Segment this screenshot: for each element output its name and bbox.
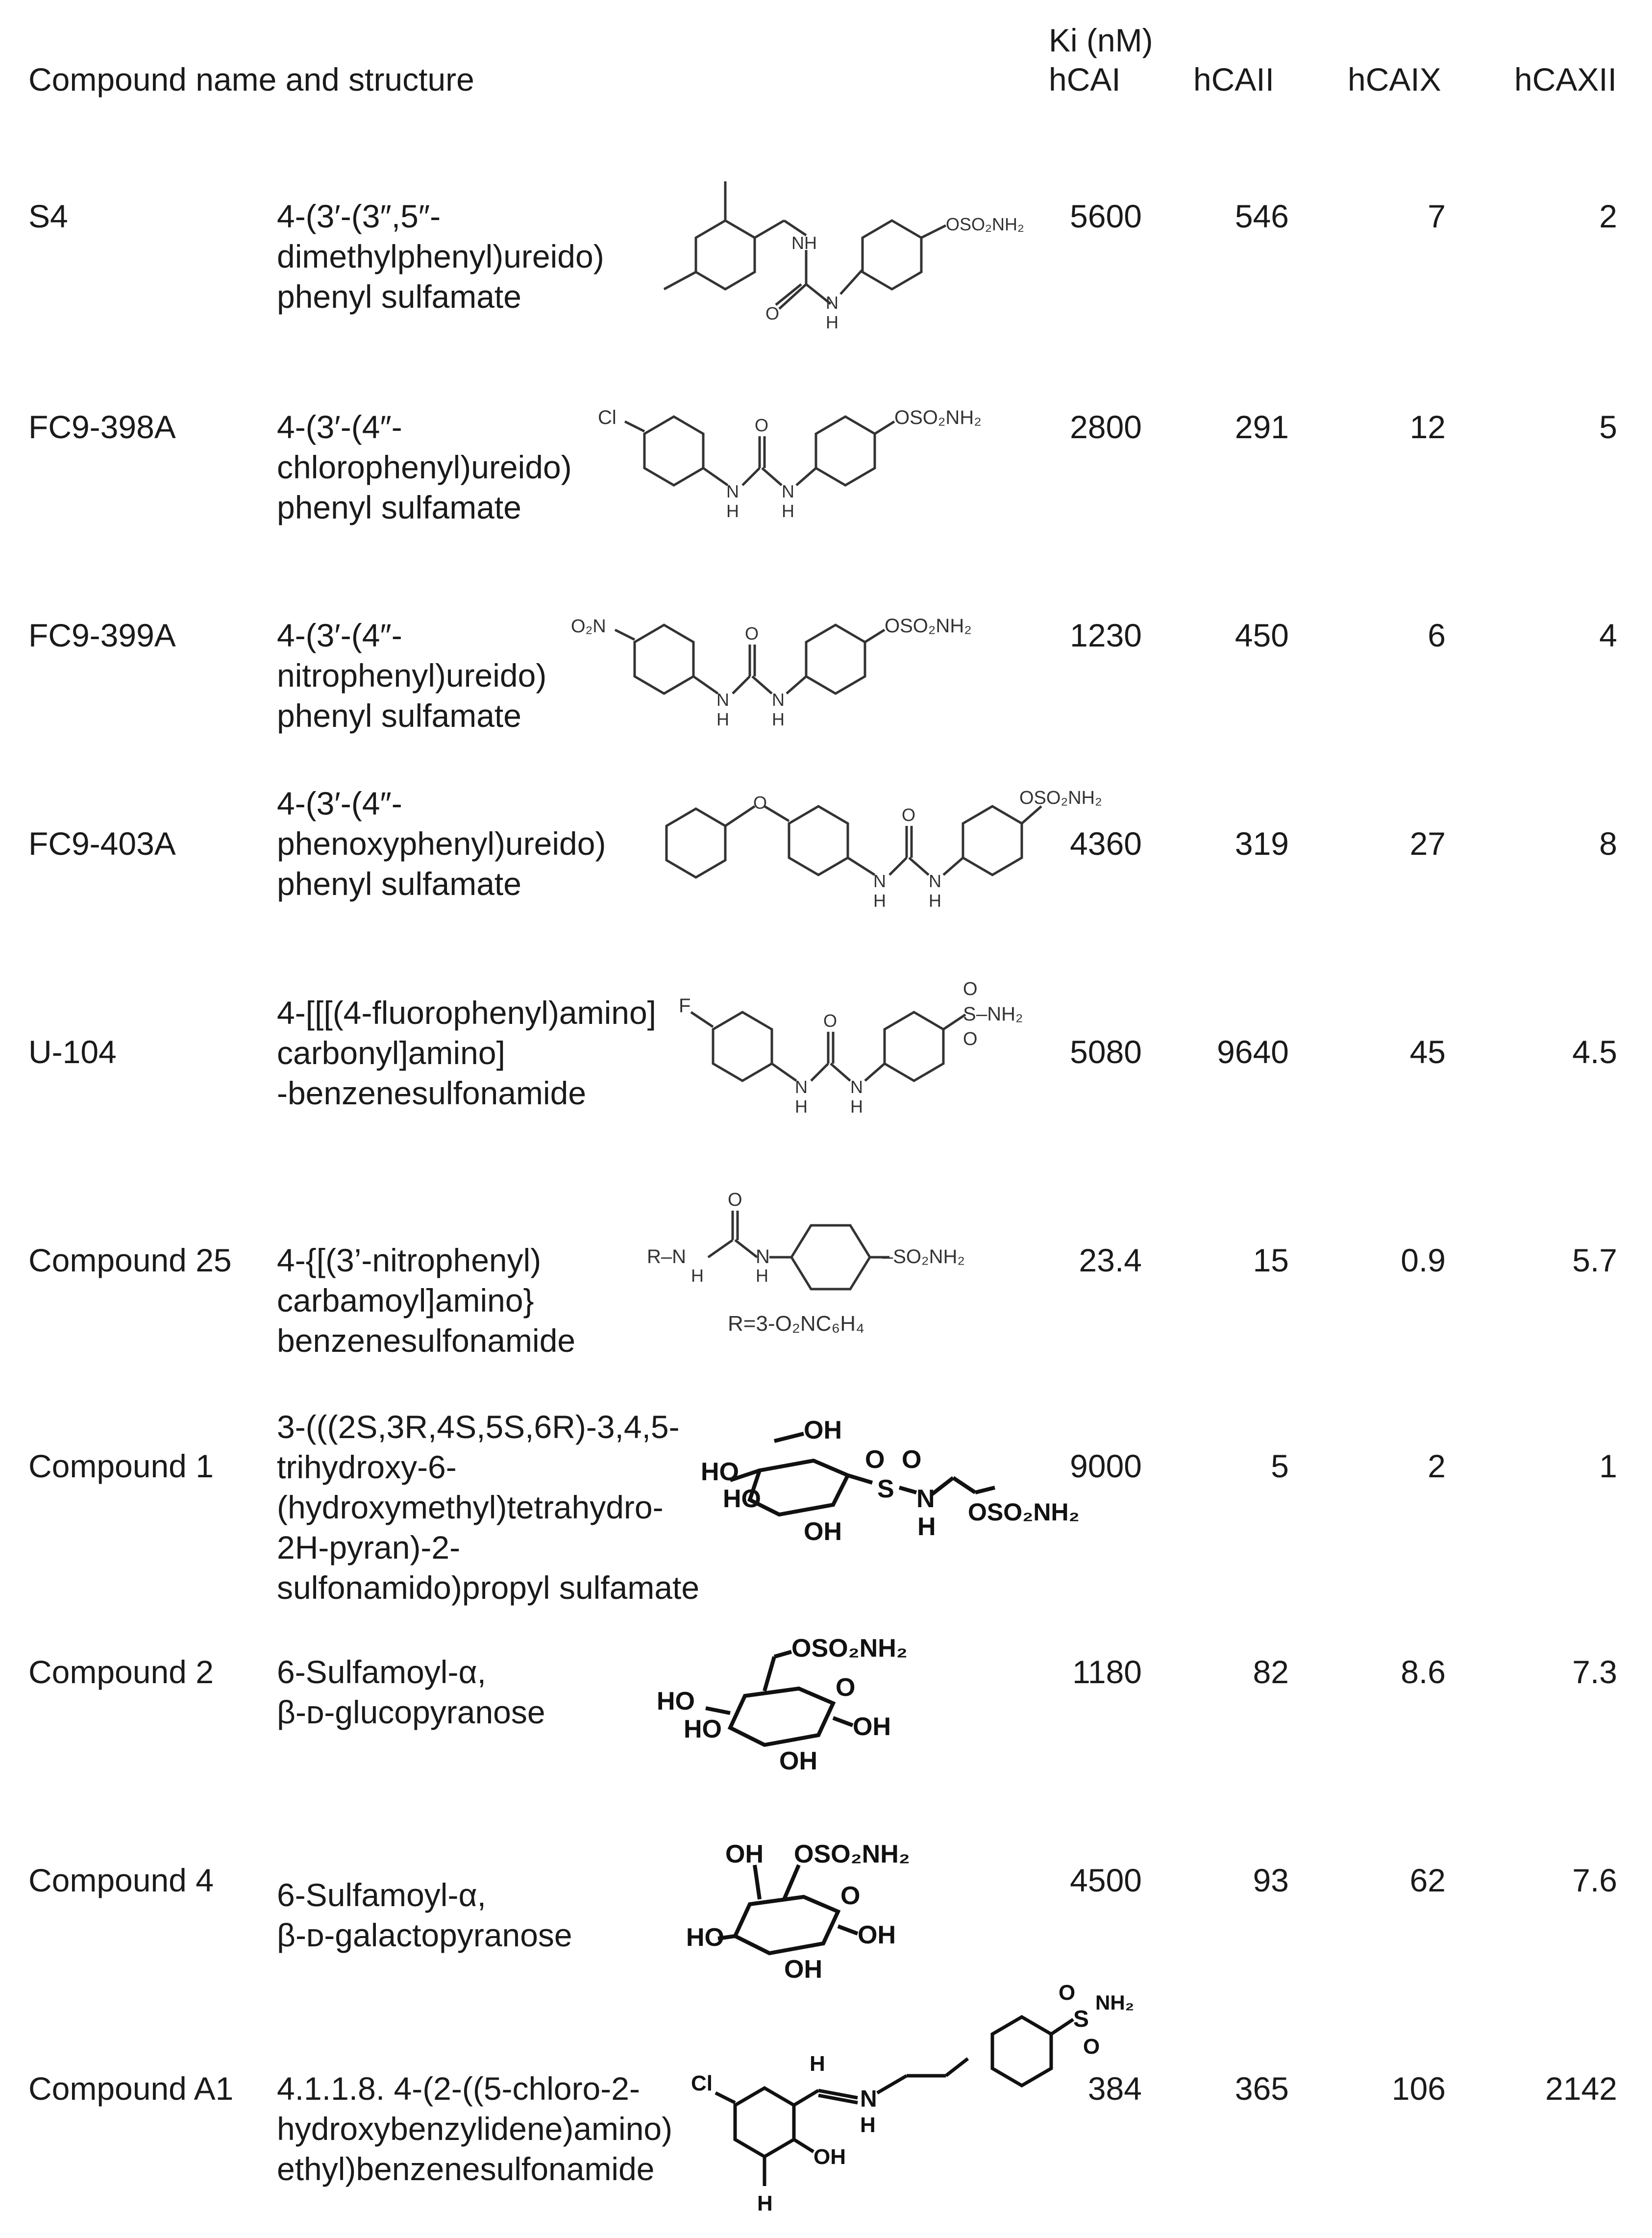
ki-hcaix: 106 [1391, 2070, 1446, 2107]
structure-fc9-398a [598, 382, 1039, 539]
structure-label: H [772, 709, 785, 729]
header-compound: Compound name and structure [28, 61, 474, 98]
name-line: benzenesulfonamide [277, 1322, 576, 1359]
structure-label: OSO₂NH₂ [794, 1840, 910, 1868]
structure-label: O [836, 1673, 856, 1702]
ki-hcaix: 0.9 [1401, 1242, 1446, 1278]
structure-compound-1 [701, 1407, 1080, 1568]
ki-hcai: 2800 [1070, 409, 1142, 445]
structure-fc9-399a [564, 591, 1034, 747]
name-line: (hydroxymethyl)tetrahydro- [277, 1489, 664, 1525]
structure-label: –SO₂NH₂ [882, 1246, 965, 1268]
ki-hcai: 5600 [1070, 198, 1142, 234]
header-hcai: hCAI [1049, 61, 1121, 98]
structure-label: OH [804, 1517, 842, 1546]
structure-label: R–N [647, 1246, 687, 1268]
structure-label: HO [684, 1715, 722, 1743]
ki-hcaix: 45 [1409, 1034, 1446, 1070]
name-line: carbamoyl]amino} [277, 1282, 534, 1318]
name-line: 4-(3′-(4″- [277, 785, 402, 821]
ki-hcaxii: 4.5 [1572, 1034, 1617, 1070]
structure-label: N [826, 293, 838, 313]
ki-hcaii: 82 [1253, 1654, 1289, 1690]
structure-label: S [877, 1475, 894, 1503]
structure-label: N [716, 690, 729, 710]
ki-hcaxii: 8 [1599, 825, 1617, 862]
ki-hcaix: 62 [1409, 1862, 1446, 1898]
structure-label: N [795, 1077, 808, 1097]
structure-s4 [637, 167, 1039, 353]
name-line: 4-(3′-(4″- [277, 409, 402, 445]
ki-hcaix: 2 [1428, 1448, 1446, 1484]
name-line: sulfonamido)propyl sulfamate [277, 1569, 700, 1606]
compound-id: Compound A1 [28, 2070, 234, 2107]
name-line: hydroxybenzylidene)amino) [277, 2111, 673, 2147]
structure-label: N [756, 1246, 770, 1268]
name-line: nitrophenyl)ureido) [277, 657, 547, 694]
header-ki: Ki (nM) [1049, 22, 1153, 58]
structure-label: OH [779, 1747, 817, 1775]
ki-hcaxii: 5.7 [1572, 1242, 1617, 1278]
ki-hcai: 4500 [1070, 1862, 1142, 1898]
compound-name [277, 1240, 575, 1361]
compound-id: FC9-399A [28, 617, 176, 653]
ki-hcai: 5080 [1070, 1034, 1142, 1070]
structure-label: OH [853, 1713, 891, 1741]
structure-label: Cl [598, 407, 616, 428]
structure-label: O [728, 1190, 742, 1210]
structure-label: Cl [691, 2071, 713, 2095]
structure-label: HO [723, 1485, 761, 1513]
structure-label: OSO₂NH₂ [946, 214, 1024, 234]
compound-name [277, 196, 604, 317]
ki-hcaii: 291 [1234, 409, 1289, 445]
structure-label: N [929, 871, 941, 891]
structure-label: OSO₂NH₂ [791, 1634, 908, 1663]
structure-label: O [753, 793, 767, 813]
ki-hcaii: 546 [1234, 198, 1289, 234]
name-line: β-ᴅ-glucopyranose [277, 1694, 545, 1730]
structure-label: OSO₂NH₂ [968, 1498, 1080, 1526]
ki-hcaxii: 7.3 [1572, 1654, 1617, 1690]
ki-hcaix: 8.6 [1401, 1654, 1446, 1690]
name-line: 6-Sulfamoyl-α, [277, 1877, 486, 1913]
structure-label: NH [791, 233, 817, 253]
name-line: 4-(3′-(4″- [277, 617, 402, 653]
compound-name [277, 615, 546, 736]
table-row [0, 1961, 1652, 2215]
table-row [0, 975, 1652, 1181]
ki-hcaix: 6 [1428, 617, 1446, 653]
ki-hcaxii: 5 [1599, 409, 1617, 445]
table-row [0, 770, 1652, 975]
ki-hcaii: 15 [1253, 1242, 1289, 1278]
structure-label: H [795, 1096, 808, 1117]
structure-label: N [873, 871, 886, 891]
compound-id: Compound 4 [28, 1862, 214, 1898]
ki-hcaxii: 1 [1599, 1448, 1617, 1484]
name-line: phenyl sulfamate [277, 697, 521, 734]
structure-label: N [726, 481, 739, 501]
structure-label: HO [686, 1923, 724, 1952]
structure-label: OH [784, 1955, 822, 1984]
name-line: phenyl sulfamate [277, 866, 521, 902]
ki-hcaii: 93 [1253, 1862, 1289, 1898]
structure-label: H [757, 2191, 773, 2215]
ki-hcai: 1230 [1070, 617, 1142, 653]
structure-label: O [765, 303, 780, 323]
structure-label: OH [814, 2145, 846, 2169]
structure-label: H [917, 1513, 936, 1541]
structure-label: O [823, 1011, 838, 1031]
compound-name [277, 1407, 699, 1608]
structure-label: HO [657, 1687, 695, 1716]
name-line: -benzenesulfonamide [277, 1075, 587, 1111]
table-row [0, 1627, 1652, 1833]
compound-name [277, 2068, 672, 2189]
compound-name [277, 993, 656, 1113]
structure-label: N [782, 481, 794, 501]
compound-name [277, 1875, 572, 1955]
compound-id: Compound 1 [28, 1448, 214, 1484]
name-line: phenyl sulfamate [277, 278, 521, 315]
structure-label: O [902, 805, 916, 825]
structure-label: OH [804, 1416, 842, 1444]
name-line: 2H-pyran)-2- [277, 1529, 461, 1566]
name-line: carbonyl]amino] [277, 1035, 505, 1071]
name-line: phenyl sulfamate [277, 489, 521, 525]
table-row [0, 167, 1652, 373]
compound-id: FC9-403A [28, 825, 176, 862]
structure-label: OH [725, 1840, 764, 1868]
structure-label: O [1059, 1981, 1076, 2005]
structure-label: O [1083, 2035, 1100, 2059]
structure-label: NH₂ [1095, 1991, 1134, 2014]
structure-label: S [1073, 2006, 1089, 2032]
ki-hcai: 23.4 [1079, 1242, 1142, 1278]
structure-label: O₂N [571, 616, 606, 637]
ki-hcai: 1180 [1072, 1654, 1142, 1690]
name-line: ethyl)benzenesulfonamide [277, 2151, 655, 2187]
structure-label: –NH₂ [976, 1003, 1023, 1025]
structure-label: OH [858, 1921, 896, 1949]
compound-name [277, 783, 606, 904]
structure-label: O [745, 623, 759, 644]
ki-hcaxii: 2142 [1545, 2070, 1617, 2107]
structure-label: N [850, 1077, 863, 1097]
structure-label: N [916, 1485, 935, 1513]
name-line: 3-(((2S,3R,4S,5S,6R)-3,4,5- [277, 1409, 680, 1445]
structure-label: H [826, 312, 838, 332]
ki-hcaix: 12 [1409, 409, 1446, 445]
name-line: 6-Sulfamoyl-α, [277, 1654, 486, 1690]
ki-hcaii: 365 [1234, 2070, 1289, 2107]
table-row [0, 1184, 1652, 1390]
structure-label: O [963, 979, 978, 999]
compound-id: Compound 25 [28, 1242, 232, 1278]
structure-label: N [860, 2086, 877, 2112]
name-line: 4-{[(3’-nitrophenyl) [277, 1242, 542, 1278]
name-line: 4-[[[(4-fluorophenyl)amino] [277, 995, 657, 1031]
structure-label: R=3-O₂NC₆H₄ [728, 1312, 864, 1336]
structure-label: O [755, 415, 769, 435]
table-row [0, 581, 1652, 787]
ki-hcaii: 5 [1271, 1448, 1289, 1484]
compound-id: FC9-398A [28, 409, 176, 445]
structure-label: H [850, 1096, 863, 1117]
structure-label: OSO₂NH₂ [894, 407, 982, 428]
ki-hcaxii: 4 [1599, 617, 1617, 653]
compound-id: S4 [28, 198, 68, 234]
structure-label: H [810, 2052, 825, 2076]
ki-hcaix: 27 [1409, 825, 1446, 862]
structure-label: S [963, 1003, 976, 1025]
name-line: trihydroxy-6- [277, 1449, 457, 1485]
header-hcaix: hCAIX [1348, 61, 1441, 98]
ki-hcaxii: 2 [1599, 198, 1617, 234]
name-line: β-ᴅ-galactopyranose [277, 1917, 572, 1953]
ki-hcai: 4360 [1070, 825, 1142, 862]
structure-compound-25 [642, 1184, 1034, 1350]
ki-hcaii: 450 [1234, 617, 1289, 653]
ki-hcaix: 7 [1428, 198, 1446, 234]
name-line: chlorophenyl)ureido) [277, 449, 572, 485]
structure-label: OSO₂NH₂ [1019, 788, 1102, 808]
ki-hcai: 384 [1087, 2070, 1142, 2107]
header-hcaii: hCAII [1193, 61, 1275, 98]
name-line: dimethylphenyl)ureido) [277, 238, 604, 274]
table-row [0, 1407, 1652, 1613]
structure-label: H [756, 1266, 768, 1286]
name-line: phenoxyphenyl)ureido) [277, 825, 606, 862]
ki-hcaii: 9640 [1217, 1034, 1289, 1070]
compound-id: Compound 2 [28, 1654, 214, 1690]
structure-label: H [873, 891, 886, 911]
name-line: 4.1.1.8. 4-(2-((5-chloro-2- [277, 2070, 640, 2107]
structure-label: H [716, 709, 729, 729]
compound-name [277, 1652, 545, 1732]
structure-label: H [726, 501, 739, 521]
name-line: 4-(3′-(3″,5″- [277, 198, 441, 234]
ki-hcaxii: 7.6 [1572, 1862, 1617, 1898]
structure-label: F [679, 995, 691, 1017]
ki-hcaii: 319 [1234, 825, 1289, 862]
structure-label: O [902, 1445, 922, 1474]
structure-compound-2 [657, 1627, 1000, 1784]
compound-name [277, 407, 572, 527]
structure-label: H [860, 2113, 876, 2137]
structure-label: OSO₂NH₂ [885, 615, 972, 637]
structure-label: O [963, 1029, 978, 1049]
compound-id: U-104 [28, 1034, 117, 1070]
structure-label: O [865, 1445, 885, 1474]
structure-label: H [929, 891, 941, 911]
structure-label: N [772, 690, 785, 710]
table-row [0, 373, 1652, 578]
ki-hcai: 9000 [1070, 1448, 1142, 1484]
structure-label: HO [701, 1458, 739, 1486]
structure-label: O [840, 1882, 861, 1910]
header-hcaxii: hCAXII [1514, 61, 1617, 98]
structure-label: H [782, 501, 794, 521]
structure-label: H [691, 1266, 704, 1286]
